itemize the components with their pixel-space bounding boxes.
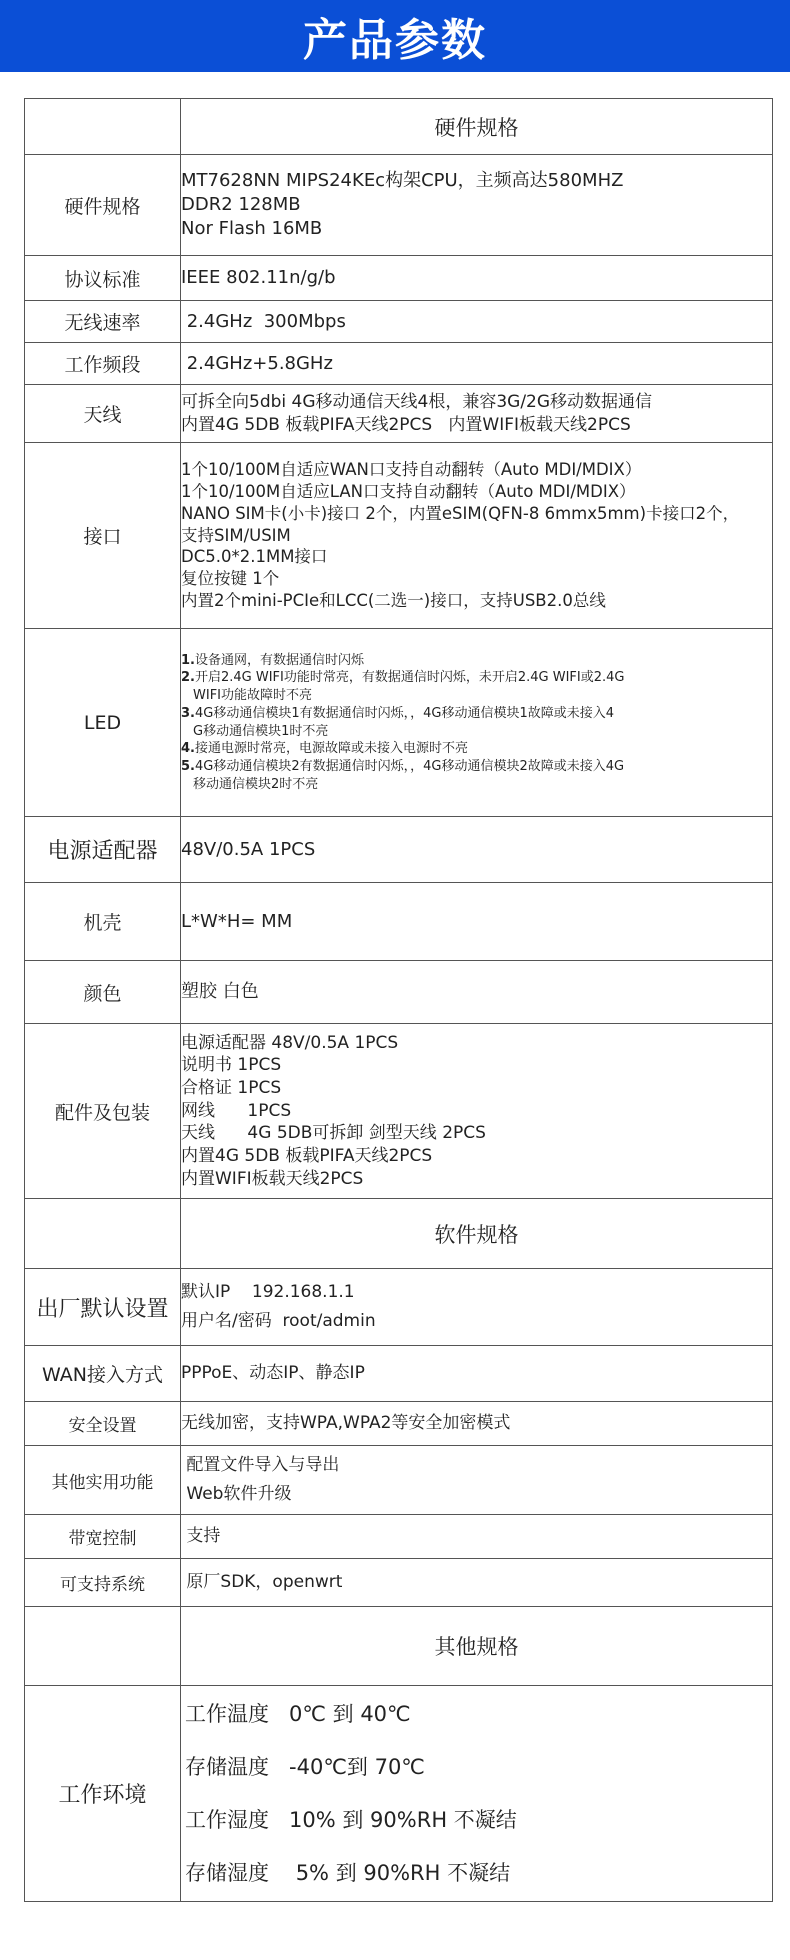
led-item: 3.4G移动通信模块1有数据通信时闪烁，，4G移动通信模块1故障或未接入4 — [181, 705, 614, 721]
row-label: LED — [25, 629, 181, 817]
value-line: 天线 4G 5DB可拆卸 剑型天线 2PCS — [181, 1123, 486, 1144]
value-line: 内置4G 5DB 板载PIFA天线2PCS 内置WIFI板载天线2PCS — [181, 414, 631, 435]
row-package — [25, 1024, 773, 1199]
value-line: 1个10/100M自适应LAN口支持自动翻转（Auto MDI/MDIX） — [181, 481, 636, 501]
section-row-other — [25, 1607, 773, 1686]
value-line: 支持 — [181, 1526, 221, 1547]
value-line: 复位按键 1个 — [181, 569, 280, 589]
value-line: 合格证 1PCS — [181, 1078, 282, 1099]
row-label: 工作环境 — [25, 1686, 181, 1902]
value-line: 无线加密，支持WPA,WPA2等安全加密模式 — [181, 1413, 511, 1434]
row-value — [181, 155, 773, 256]
row-band — [25, 343, 773, 385]
empty-cell — [25, 1199, 181, 1269]
row-label: 出厂默认设置 — [25, 1269, 181, 1346]
value-line: 默认IP 192.168.1.1 — [181, 1282, 355, 1303]
row-power — [25, 817, 773, 883]
empty-cell — [25, 1607, 181, 1686]
row-rate — [25, 301, 773, 343]
row-led — [25, 629, 773, 817]
row-label: 配件及包装 — [25, 1024, 181, 1199]
led-item: 2.开启2.4G WIFI功能时常亮，有数据通信时闪烁，未开启2.4G WIFI或2.4G — [181, 670, 625, 686]
section-row-hardware — [25, 99, 773, 155]
row-value — [181, 1269, 773, 1346]
row-label: 颜色 — [25, 961, 181, 1024]
row-interface — [25, 443, 773, 629]
row-label: 安全设置 — [25, 1402, 181, 1446]
row-value — [181, 817, 773, 883]
empty-cell — [25, 99, 181, 155]
value-line: PPPoE、动态IP、静态IP — [181, 1363, 365, 1384]
row-label: 硬件规格 — [25, 155, 181, 256]
row-label: WAN接入方式 — [25, 1346, 181, 1402]
value-line: 说明书 1PCS — [181, 1055, 282, 1076]
row-color — [25, 961, 773, 1024]
section-row-software — [25, 1199, 773, 1269]
row-value — [181, 629, 773, 817]
row-value — [181, 1024, 773, 1199]
row-value — [181, 301, 773, 343]
row-bandwidth — [25, 1515, 773, 1559]
value-line: DC5.0*2.1MM接口 — [181, 547, 328, 567]
value-line: 48V/0.5A 1PCS — [181, 838, 316, 860]
row-value — [181, 385, 773, 443]
row-label: 可支持系统 — [25, 1559, 181, 1607]
value-line: 塑胶 白色 — [181, 981, 259, 1003]
row-protocol — [25, 256, 773, 301]
row-label: 天线 — [25, 385, 181, 443]
value-line: MT7628NN MIPS24KEc构架CPU，主频高达580MHZ — [181, 170, 624, 192]
value-line: 工作湿度 10% 到 90%RH 不凝结 — [185, 1807, 517, 1832]
value-line: 电源适配器 48V/0.5A 1PCS — [181, 1032, 399, 1053]
section-title-other: 其他规格 — [181, 1607, 773, 1686]
row-value — [181, 1346, 773, 1402]
row-label: 工作频段 — [25, 343, 181, 385]
section-title-hardware: 硬件规格 — [181, 99, 773, 155]
row-value — [181, 1515, 773, 1559]
row-default — [25, 1269, 773, 1346]
value-line: Nor Flash 16MB — [181, 217, 323, 239]
section-title-software: 软件规格 — [181, 1199, 773, 1269]
led-item-cont: G移动通信模块1时不亮 — [193, 723, 329, 739]
value-line: DDR2 128MB — [181, 194, 301, 216]
row-value — [181, 1402, 773, 1446]
value-line: 原厂SDK，openwrt — [181, 1572, 343, 1593]
row-value — [181, 443, 773, 629]
row-environment — [25, 1686, 773, 1902]
value-line: L*W*H= MM — [181, 910, 293, 932]
value-line: 用户名/密码 root/admin — [181, 1311, 376, 1331]
row-case — [25, 883, 773, 961]
value-line: Web软件升级 — [181, 1484, 292, 1504]
row-systems — [25, 1559, 773, 1607]
value-line: IEEE 802.11n/g/b — [181, 267, 336, 289]
title-banner — [0, 0, 790, 72]
value-line: 1个10/100M自适应WAN口支持自动翻转（Auto MDI/MDIX） — [181, 459, 642, 479]
row-value — [181, 1686, 773, 1902]
row-label: 机壳 — [25, 883, 181, 961]
value-line: 2.4GHz 300Mbps — [181, 310, 346, 332]
value-line: 存储湿度 5% 到 90%RH 不凝结 — [185, 1860, 511, 1885]
row-value — [181, 1446, 773, 1515]
row-label: 无线速率 — [25, 301, 181, 343]
led-item: 5.4G移动通信模块2有数据通信时闪烁，，4G移动通信模块2故障或未接入4G — [181, 758, 625, 774]
value-line: 2.4GHz+5.8GHz — [181, 352, 333, 374]
value-line: 存储温度 -40℃到 70℃ — [185, 1754, 425, 1779]
row-label: 电源适配器 — [25, 817, 181, 883]
row-security — [25, 1402, 773, 1446]
led-item: 1.设备通网，有数据通信时闪烁 — [181, 652, 364, 668]
page-title: 产品参数 — [303, 15, 487, 66]
led-item-cont: WIFI功能故障时不亮 — [193, 688, 312, 704]
value-line: NANO SIM卡(小卡)接口 2个，内置eSIM(QFN-8 6mmx5mm)卡接口2个， — [181, 503, 740, 523]
led-item-cont: 移动通信模块2时不亮 — [193, 776, 319, 792]
row-other-functions — [25, 1446, 773, 1515]
row-label: 其他实用功能 — [25, 1446, 181, 1515]
value-line: 支持SIM/USIM — [181, 525, 291, 545]
row-antenna — [25, 385, 773, 443]
value-line: 工作温度 0℃ 到 40℃ — [185, 1701, 411, 1726]
value-line: 可拆全向5dbi 4G移动通信天线4根，兼容3G/2G移动数据通信 — [181, 391, 653, 412]
row-wan — [25, 1346, 773, 1402]
row-value — [181, 256, 773, 301]
row-value — [181, 961, 773, 1024]
value-line: 网线 1PCS — [181, 1100, 292, 1121]
row-label: 接口 — [25, 443, 181, 629]
value-line: 配置文件导入与导出 — [181, 1455, 340, 1476]
row-label: 带宽控制 — [25, 1515, 181, 1559]
value-line: 内置WIFI板载天线2PCS — [181, 1168, 364, 1189]
row-value — [181, 343, 773, 385]
led-item: 4.接通电源时常亮，电源故障或未接入电源时不亮 — [181, 741, 468, 757]
value-line: 内置2个mini-PCIe和LCC(二选一)接口，支持USB2.0总线 — [181, 591, 606, 611]
value-line: 内置4G 5DB 板载PIFA天线2PCS — [181, 1145, 433, 1166]
row-value — [181, 883, 773, 961]
row-hardware — [25, 155, 773, 256]
spec-table — [24, 98, 773, 1902]
row-value — [181, 1559, 773, 1607]
row-label: 协议标准 — [25, 256, 181, 301]
